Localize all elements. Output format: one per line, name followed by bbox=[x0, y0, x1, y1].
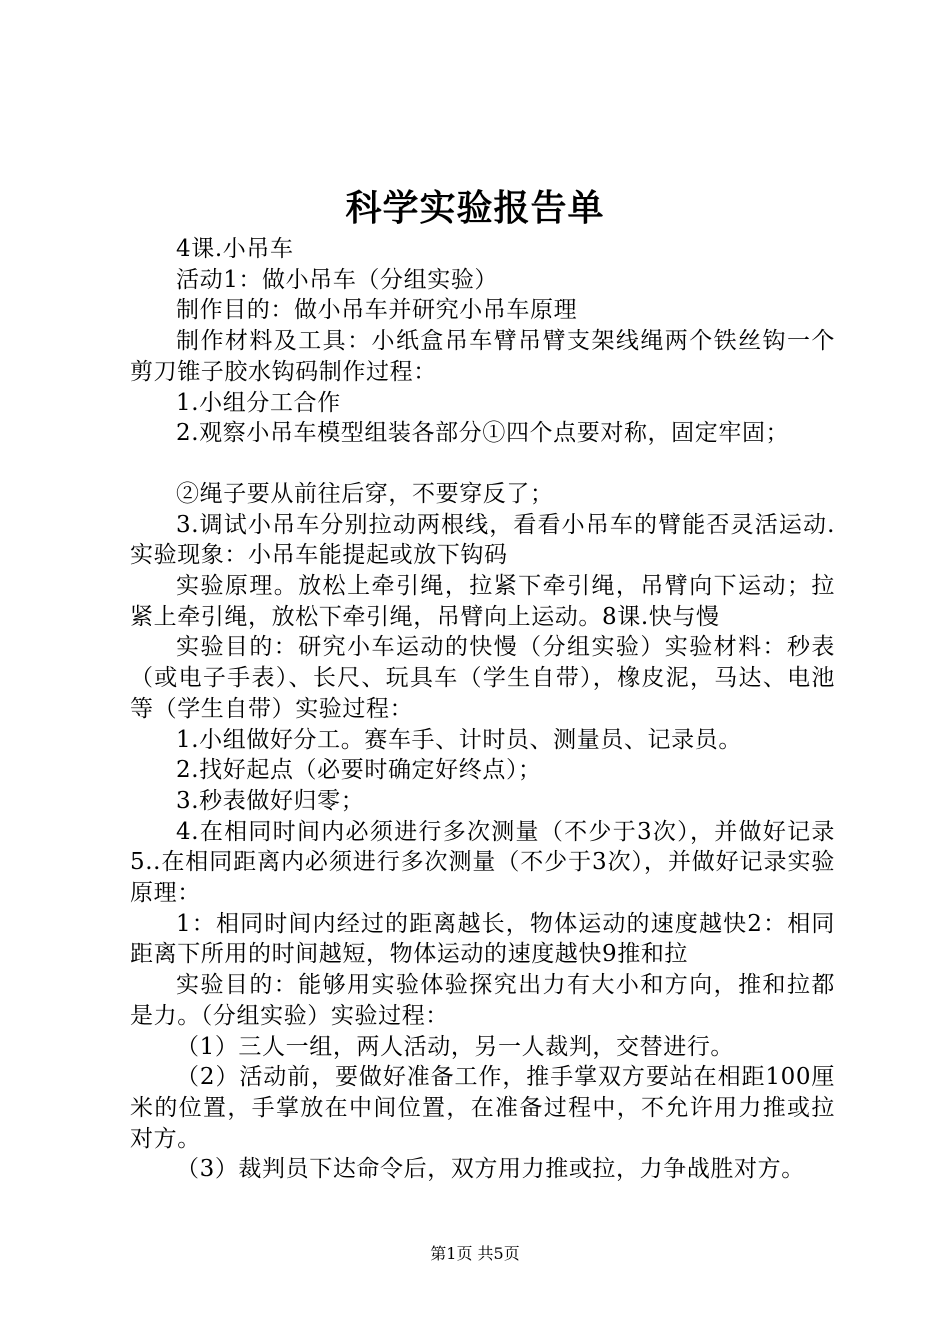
paragraph-step-1: 1.小组分工合作 bbox=[176, 389, 341, 416]
paragraph-lesson-9-step-2: （2）活动前，要做好准备工作，推手掌双方要站在相距100厘米的位置，手掌放在中间位置，在准备过程中，不允许用力推或拉对方。 bbox=[130, 1064, 835, 1152]
paragraph-principle: 实验原理。放松上牵引绳，拉紧下牵引绳，吊臂向下运动；拉紧上牵引绳，放松下牵引绳，吊臂向上运动。8课.快与慢 bbox=[130, 573, 835, 630]
paragraph-step-2: 2.观察小吊车模型组装各部分①四个点要对称，固定牢固； bbox=[176, 420, 790, 447]
document-body bbox=[130, 234, 835, 1185]
paragraph-step-2-note: ②绳子要从前往后穿，不要穿反了； bbox=[176, 480, 554, 507]
paragraph-lesson-9-step-1: （1）三人一组，两人活动，另一人裁判，交替进行。 bbox=[176, 1033, 735, 1060]
paragraph-lesson-9-step-3: （3）裁判员下达命令后，双方用力推或拉，力争战胜对方。 bbox=[176, 1156, 805, 1183]
paragraph-lesson-8-principle: 1：相同时间内经过的距离越长，物体运动的速度越快2：相同距离下所用的时间越短，物体运动的速度越快9推和拉 bbox=[130, 910, 835, 968]
paragraph-activity-1: 活动1：做小吊车（分组实验） bbox=[176, 266, 499, 293]
page-footer: 第1页 共5页 bbox=[430, 1244, 520, 1263]
paragraph-lesson-8-step-3: 3.秒表做好归零； bbox=[176, 787, 365, 814]
paragraph-lesson-8-step-4: 4.在相同时间内必须进行多次测量（不少于3次），并做好记录5..在相同距离内必须进行多次测量（不少于3次），并做好记录实验原理： bbox=[130, 818, 835, 907]
paragraph-lesson-4: 4课.小吊车 bbox=[176, 236, 294, 262]
paragraph-lesson-9-purpose: 实验目的：能够用实验体验探究出力有大小和方向，推和拉都是力。（分组实验）实验过程： bbox=[130, 972, 835, 1029]
document-title: 科学实验报告单 bbox=[345, 187, 605, 229]
paragraph-step-3: 3.调试小吊车分别拉动两根线，看看小吊车的臂能否灵活运动.实验现象：小吊车能提起或放下钩码 bbox=[130, 511, 835, 569]
paragraph-lesson-8-step-1: 1.小组做好分工。赛车手、计时员、测量员、记录员。 bbox=[176, 726, 742, 753]
paragraph-lesson-8-step-2: 2.找好起点（必要时确定好终点）； bbox=[176, 757, 542, 784]
paragraph-purpose: 制作目的：做小吊车并研究小吊车原理 bbox=[176, 297, 578, 324]
paragraph-materials: 制作材料及工具：小纸盒吊车臂吊臂支架线绳两个铁丝钩一个剪刀锥子胶水钩码制作过程： bbox=[130, 328, 835, 385]
paragraph-lesson-8-purpose: 实验目的：研究小车运动的快慢（分组实验）实验材料：秒表（或电子手表）、长尺、玩具车（学生自带），橡皮泥，马达、电池等（学生自带）实验过程： bbox=[130, 634, 835, 722]
